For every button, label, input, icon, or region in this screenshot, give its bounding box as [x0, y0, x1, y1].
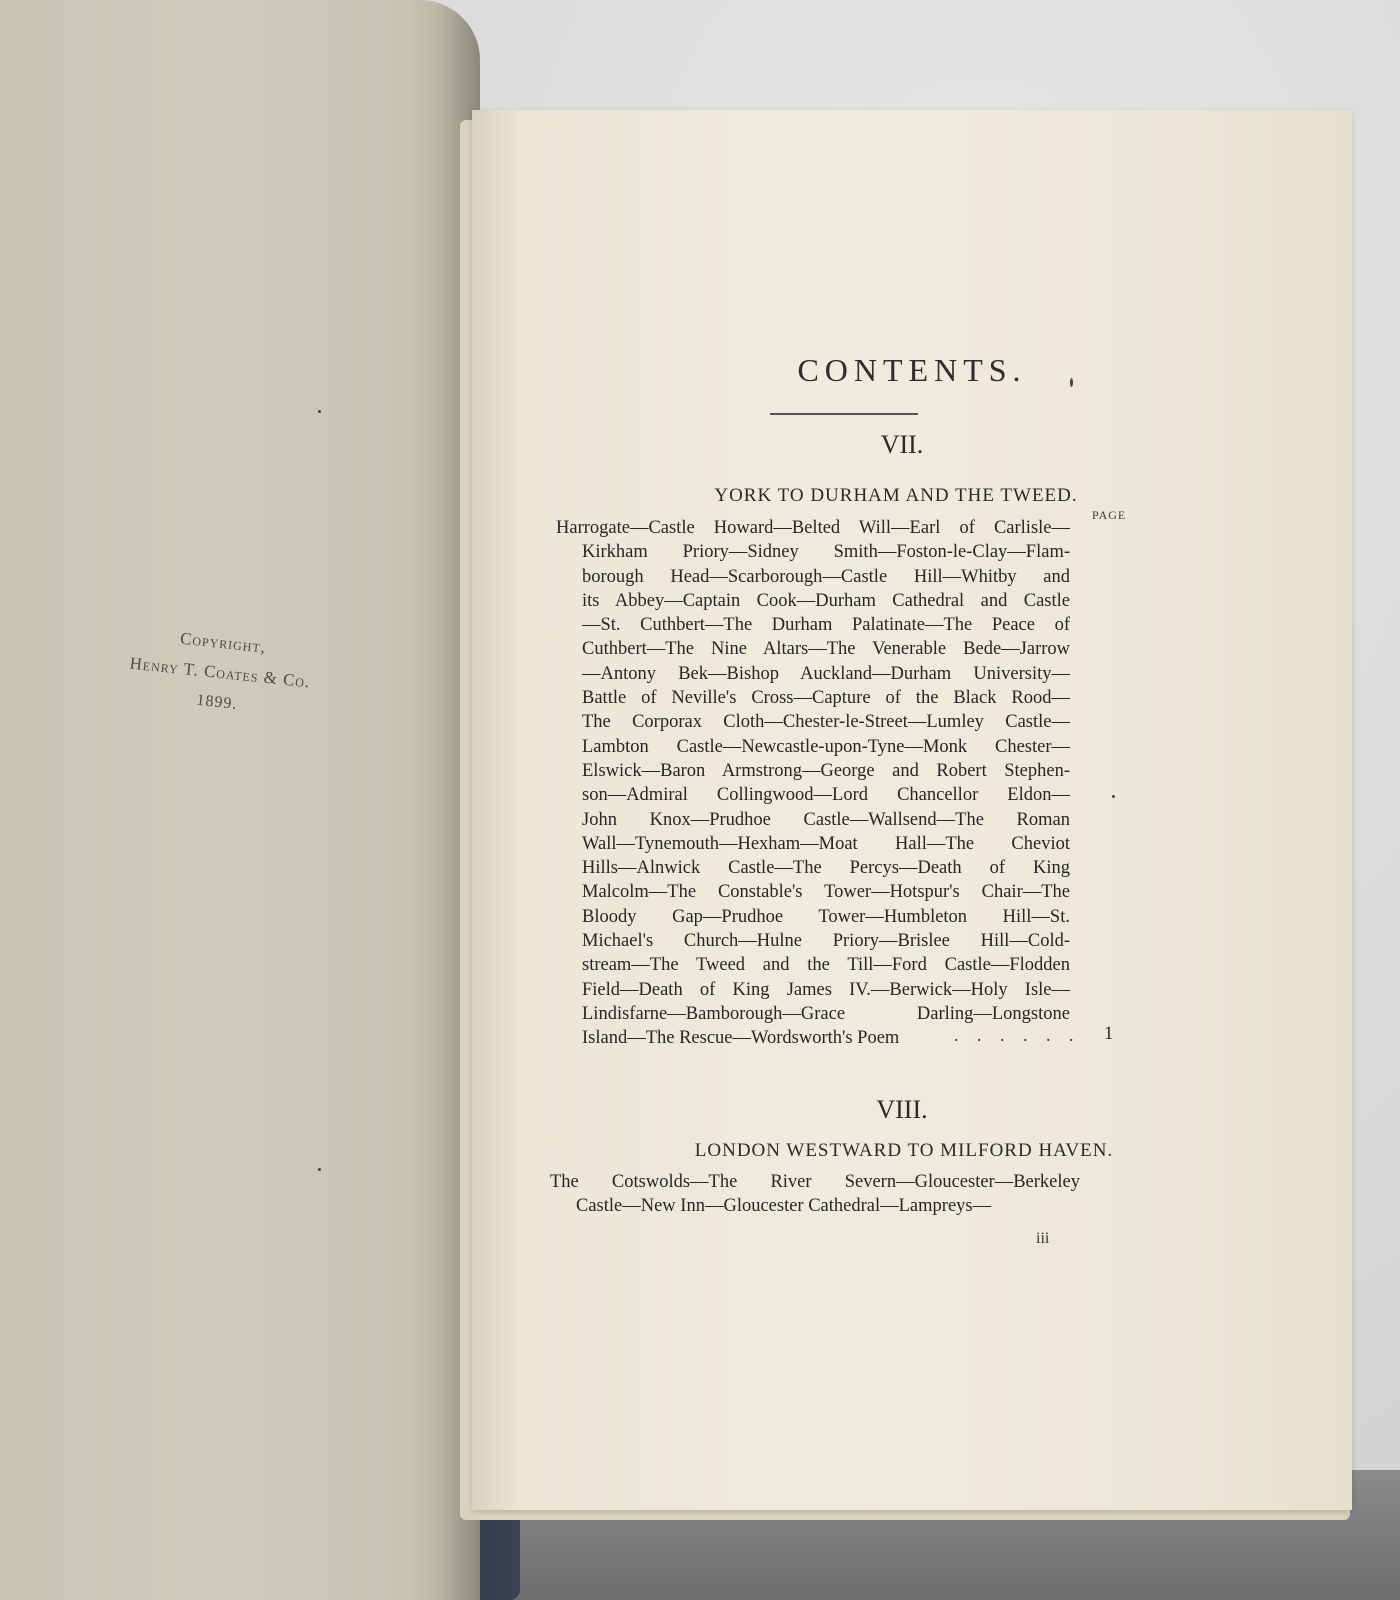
toc-line: Cuthbert—The Nine Altars—The Venerable Bede—Jarrow: [582, 639, 1070, 660]
page-folio: iii: [1036, 1230, 1050, 1247]
toc-line: —Antony Bek—Bishop Auckland—Durham University—: [582, 663, 1070, 684]
paper-mark: [1070, 378, 1073, 387]
toc-line: son—Admiral Collingwood—Lord Chancellor Eldon—: [582, 785, 1070, 806]
section-heading: LONDON WESTWARD TO MILFORD HAVEN.: [694, 1140, 1114, 1161]
page-column-label: PAGE: [1092, 508, 1127, 522]
toc-line: Elswick—Baron Armstrong—George and Robert Stephen-: [582, 760, 1070, 781]
toc-line: borough Head—Scarborough—Castle Hill—Whitby and: [582, 566, 1070, 587]
toc-line: John Knox—Prudhoe Castle—Wallsend—The Roman: [582, 809, 1070, 830]
toc-line: Hills—Alnwick Castle—The Percys—Death of King: [582, 858, 1070, 879]
toc-line: Castle—New Inn—Gloucester Cathedral—Lampreys—: [576, 1196, 992, 1217]
leader-dots: . . . . . .: [954, 1025, 1081, 1045]
copyright-notice: [86, 615, 354, 732]
toc-line: Bloody Gap—Prudhoe Tower—Humbleton Hill—St.: [582, 906, 1070, 927]
paper-speck: [318, 410, 321, 413]
toc-line: —St. Cuthbert—The Durham Palatinate—The Peace of: [582, 615, 1070, 636]
toc-line: Michael's Church—Hulne Priory—Brislee Hill—Cold-: [582, 931, 1070, 952]
toc-line: The Corporax Cloth—Chester-le-Street—Lumley Castle—: [582, 712, 1070, 733]
page-number: 1: [1104, 1024, 1114, 1044]
toc-line: Kirkham Priory—Sidney Smith—Foston-le-Clay—Flam-: [582, 542, 1070, 563]
toc-line: Harrogate—Castle Howard—Belted Will—Earl of Carlisle—: [556, 518, 1070, 538]
copyright-label: Copyright,: [179, 628, 268, 657]
toc-entry-viii: [550, 1170, 1080, 1219]
toc-line: Field—Death of King James IV.—Berwick—Holy Isle—: [582, 979, 1070, 1000]
contents-title: CONTENTS.: [797, 352, 1027, 388]
left-page: [0, 0, 480, 1600]
section-numeral: VII.: [880, 430, 924, 459]
publication-year: 1899.: [195, 691, 239, 713]
section-numeral: VIII.: [876, 1095, 928, 1124]
publisher-name: Henry T. Coates & Co.: [128, 653, 312, 692]
paper-speck: [318, 1168, 321, 1171]
title-rule: [770, 413, 918, 415]
toc-line: The Cotswolds—The River Severn—Gloucester—Berkeley: [550, 1172, 1080, 1192]
paper-speck: [1112, 795, 1115, 798]
toc-line: its Abbey—Captain Cook—Durham Cathedral and Castle: [582, 590, 1070, 611]
section-heading: YORK TO DURHAM AND THE TWEED.: [714, 485, 1078, 506]
toc-line: Malcolm—The Constable's Tower—Hotspur's Chair—The: [582, 882, 1070, 903]
right-page: [472, 110, 1352, 1510]
toc-entry-vii: [556, 516, 1070, 1051]
toc-line: Lindisfarne—Bamborough—Grace Darling—Longstone: [582, 1003, 1070, 1024]
toc-line: stream—The Tweed and the Till—Ford Castle—Flodden: [582, 955, 1070, 976]
toc-line: Lambton Castle—Newcastle-upon-Tyne—Monk Chester—: [582, 736, 1070, 757]
toc-line: Wall—Tynemouth—Hexham—Moat Hall—The Cheviot: [582, 833, 1070, 854]
toc-line: Battle of Neville's Cross—Capture of the Black Rood—: [582, 688, 1070, 709]
toc-line: Island—The Rescue—Wordsworth's Poem: [582, 1028, 900, 1049]
